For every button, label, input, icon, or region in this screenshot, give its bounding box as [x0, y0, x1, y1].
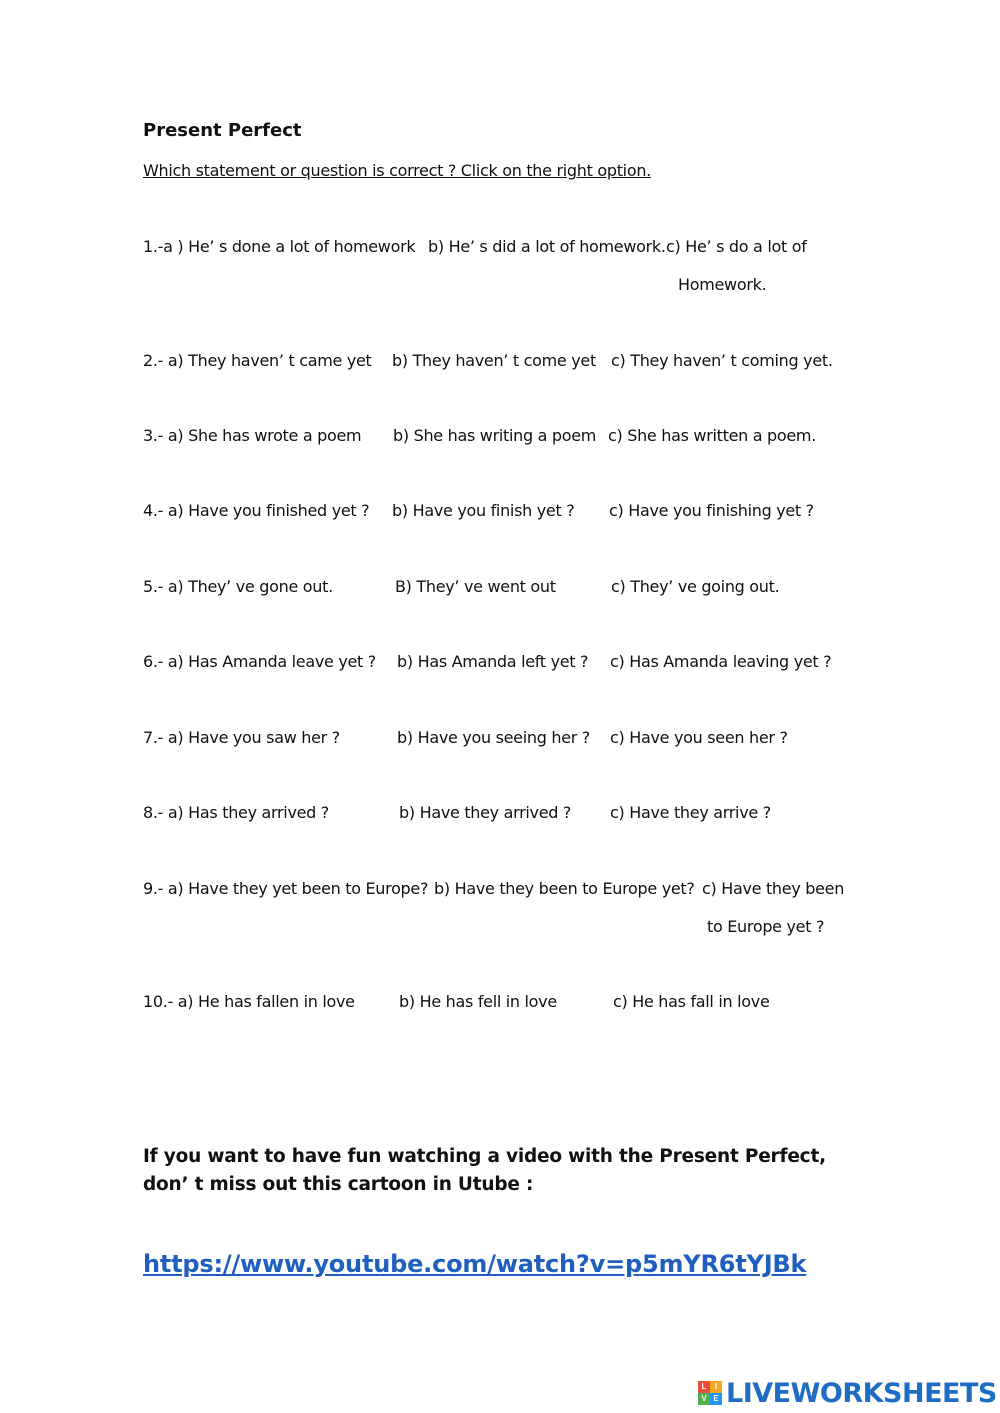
brand-name: LIVEWORKSHEETS [726, 1377, 997, 1409]
option-8c[interactable]: c) Have they arrive ? [610, 803, 771, 822]
option-5c[interactable]: c) They’ ve going out. [611, 577, 780, 596]
instruction-text: Which statement or question is correct ? Click on the right option. [143, 161, 651, 180]
option-2b[interactable]: b) They haven’ t come yet [392, 351, 596, 370]
logo-letter-e: E [710, 1393, 722, 1405]
option-9c[interactable]: c) Have they been [702, 879, 845, 898]
option-3a[interactable]: 3.- a) She has wrote a poem [143, 426, 362, 445]
option-1a[interactable]: 1.-a ) He’ s done a lot of homework [143, 237, 416, 256]
liveworksheets-brand [698, 1376, 997, 1410]
logo-letter-i: I [710, 1381, 722, 1393]
option-1b[interactable]: b) He’ s did a lot of homework. [428, 237, 666, 256]
option-4a[interactable]: 4.- a) Have you finished yet ? [143, 501, 370, 520]
youtube-link[interactable]: https://www.youtube.com/watch?v=p5mYR6tYJBk [143, 1250, 807, 1278]
option-8a[interactable]: 8.- a) Has they arrived ? [143, 803, 330, 822]
option-5a[interactable]: 5.- a) They’ ve gone out. [143, 577, 333, 596]
promo-line-2: don’ t miss out this cartoon in Utube : [143, 1174, 534, 1195]
option-2c[interactable]: c) They haven’ t coming yet. [611, 351, 833, 370]
option-6c[interactable]: c) Has Amanda leaving yet ? [610, 652, 832, 671]
logo-letter-l: L [698, 1381, 710, 1393]
promo-line-1: If you want to have fun watching a video with the Present Perfect, [143, 1146, 826, 1167]
option-10b[interactable]: b) He has fell in love [399, 992, 557, 1011]
option-9b[interactable]: b) Have they been to Europe yet? [434, 879, 695, 898]
option-5b[interactable]: B) They’ ve went out [395, 577, 556, 596]
option-6a[interactable]: 6.- a) Has Amanda leave yet ? [143, 652, 376, 671]
option-6b[interactable]: b) Has Amanda left yet ? [397, 652, 589, 671]
liveworksheets-logo-icon [698, 1381, 722, 1405]
promo-text [143, 1143, 826, 1199]
option-10c[interactable]: c) He has fall in love [613, 992, 770, 1011]
option-10a[interactable]: 10.- a) He has fallen in love [143, 992, 355, 1011]
option-3c[interactable]: c) She has written a poem. [608, 426, 816, 445]
option-9c-continued[interactable]: to Europe yet ? [707, 917, 825, 936]
page-title: Present Perfect [143, 120, 302, 141]
option-7c[interactable]: c) Have you seen her ? [610, 728, 788, 747]
option-7a[interactable]: 7.- a) Have you saw her ? [143, 728, 340, 747]
option-1c-continued[interactable]: Homework. [678, 275, 767, 294]
option-1c[interactable]: c) He’ s do a lot of [666, 237, 807, 256]
option-2a[interactable]: 2.- a) They haven’ t came yet [143, 351, 372, 370]
option-9a[interactable]: 9.- a) Have they yet been to Europe? [143, 879, 429, 898]
option-4b[interactable]: b) Have you finish yet ? [392, 501, 575, 520]
option-7b[interactable]: b) Have you seeing her ? [397, 728, 590, 747]
option-4c[interactable]: c) Have you finishing yet ? [609, 501, 814, 520]
option-3b[interactable]: b) She has writing a poem [393, 426, 597, 445]
option-8b[interactable]: b) Have they arrived ? [399, 803, 572, 822]
logo-letter-v: V [698, 1393, 710, 1405]
